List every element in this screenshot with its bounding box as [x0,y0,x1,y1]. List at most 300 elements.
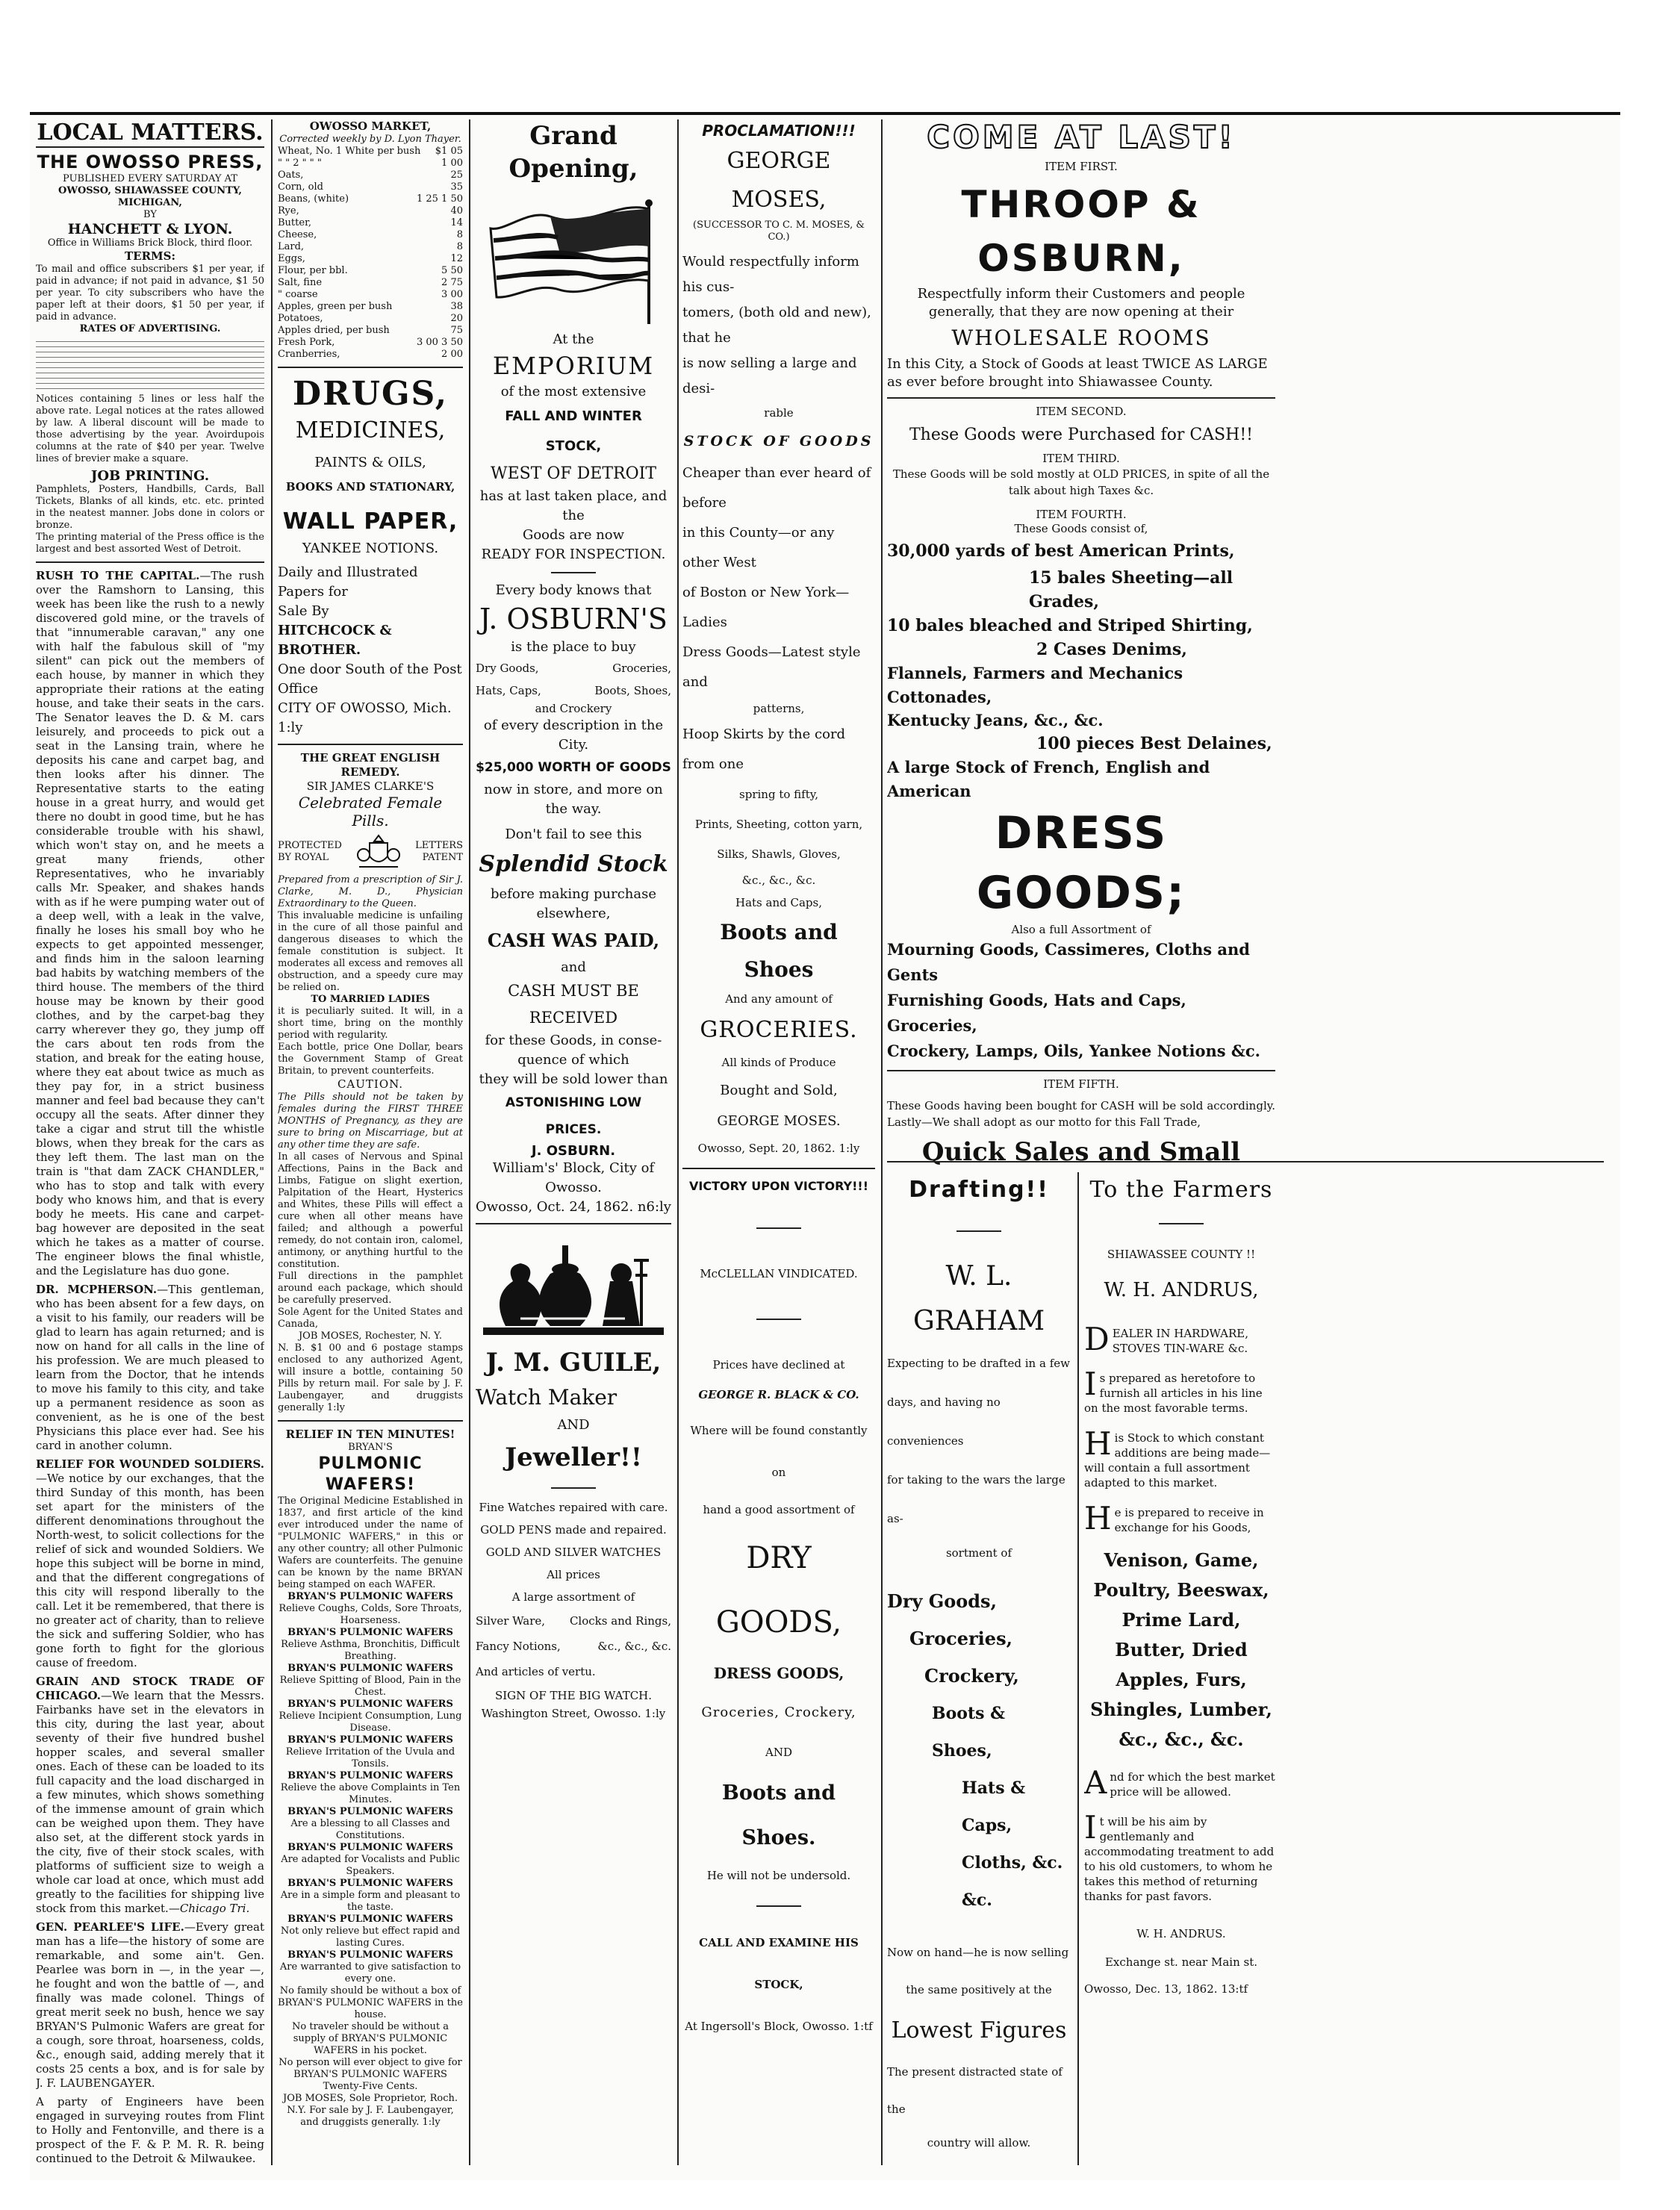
article-capital-heading: RUSH TO THE CAPITAL. [36,569,200,582]
black-text: hand a good assortment of [703,1503,855,1516]
throop-text: These Goods will be sold mostly at OLD PRICES, in spite of all the talk about high Taxes &c. [892,467,1270,497]
wafers-claim: Relieve the above Complaints in Ten Minutes. [280,1782,461,1805]
andrus-address: Exchange st. near Main st. [1104,1955,1258,1969]
now-in-store: now in store, and more on the way. [484,782,663,817]
osburn-name: J. OSBURN'S [479,603,668,635]
moses-text: Silks, Shawls, Gloves, [717,847,841,861]
goods-item: Boots, Shoes, [594,684,671,697]
throop-text: These Goods having been bought for CASH will be sold accordingly. Lastly—We shall adopt as our motto for this Fall Trade, [887,1099,1275,1129]
publishers: HANCHETT & LYON. [67,221,233,237]
wafers-label: BRYAN'S PULMONIC WAFERS [287,1627,453,1638]
patent-label: PATENT [422,852,463,863]
divider [36,561,264,563]
grand-opening-heading: Grand Opening, [508,121,638,184]
worth-of-goods: $25,000 WORTH OF GOODS [476,760,671,775]
graham-goods: Boots & Shoes, [932,1704,1006,1761]
market-price: 2 00 [441,349,463,360]
andrus-paragraph: And for which the best market price will be allowed. [1084,1764,1275,1801]
dry-goods-heading: DRY GOODS, [715,1541,842,1640]
moses-text: rable [764,406,794,420]
job-printing-text: Pamphlets, Posters, Handbills, Cards, Ball Tickets, Blanks of all kinds, etc. etc. printed in the neatest manner. Jobs done in colors or bronze. [36,484,264,531]
publication-place: OWOSSO, SHIAWASSEE COUNTY, MICHIGAN, [58,185,242,208]
job-printing-note: The printing material of the Press office is the largest and best assorted West of Detroit. [36,532,264,555]
publication-line: PUBLISHED EVERY SATURDAY AT [63,173,237,184]
goods-line: 100 pieces Best Delaines, [1036,734,1272,753]
divider [756,1905,801,1907]
moses-text: of Boston or New York—Ladies [682,585,850,630]
remedy-prep: Prepared from a prescription of Sir J. Clarke, M. D., Physician Extraordinary to the Queen. [278,874,463,909]
graham-text: for taking to the wars the large as- [887,1473,1065,1525]
market-row [278,301,463,313]
successor-line: (SUCCESSOR TO C. M. MOSES, & CO.) [693,220,865,243]
at-the-line: At the [553,332,594,347]
george-moses-name: GEORGE MOSES, [727,148,831,213]
watch-maker-line [476,1380,671,1416]
market-item: Oats, [278,169,304,181]
post-office-line: One door South of the Post Office [278,662,462,697]
goods-line: Crockery, Lamps, Oils, Yankee Notions &c. [887,1042,1260,1060]
and-line: AND [557,1417,590,1433]
fall-winter-stock: FALL AND WINTER STOCK, [505,408,642,454]
graham-text: days, and having no conveniences [887,1395,1001,1448]
wafers-claim: Relieve Irritation of the Uvula and Tonsils. [285,1746,455,1769]
watch-maker-text: Watch Maker [476,1385,617,1410]
wafers-title: PULMONIC WAFERS! [318,1454,423,1494]
market-item: Cheese, [278,229,317,240]
market-price: 2 75 [441,277,463,288]
article-pearlee-heading: GEN. PEARLEE'S LIFE. [36,1920,184,1934]
by-line: BY [143,209,157,220]
market-price: 3 00 3 50 [416,337,463,348]
yankee-notions-line: YANKEE NOTIONS. [302,541,439,556]
office-address: Office in Williams Brick Block, third floor. [47,237,253,249]
market-row [278,313,463,325]
divider [887,1161,1604,1162]
moses-text: Cheaper than ever heard of before [682,465,871,511]
county-line: SHIAWASSEE COUNTY !! [1107,1248,1256,1261]
wafers-label: BRYAN'S PULMONIC WAFERS [287,1591,453,1602]
wafers-label: BRYAN'S PULMONIC WAFERS [287,1734,453,1746]
sold-lower-line: they will be sold lower than [479,1071,668,1087]
consequence-text: for these Goods, in conse- [485,1033,662,1048]
item-fourth: ITEM FOURTH. [1036,508,1127,521]
moses-text: Bought and Sold, [720,1083,838,1098]
market-item: Potatoes, [278,313,323,324]
graham-goods: Groceries, [909,1628,1012,1649]
throop-text: Also a full Assortment of [1011,923,1151,936]
market-price: 14 [450,217,463,228]
wafers-text: No traveler should be without a supply of BRYAN'S PULMONIC WAFERS in his pocket. [292,2021,449,2056]
divider [476,1223,671,1224]
market-row [278,289,463,301]
wafers-label: BRYAN'S PULMONIC WAFERS [287,1949,453,1961]
market-item: Beans, (white) [278,193,349,205]
goods-line: Furnishing Goods, Hats and Caps, Groceries, [887,991,1186,1035]
guile-address: Washington Street, Owosso. 1:ly [481,1707,666,1720]
divider [756,1227,801,1229]
moses-text: patterns, [753,702,805,715]
divider [887,1070,1275,1071]
dress-goods-heading: DRESS GOODS, [713,1664,844,1682]
andrus-paragraph: DEALER IN HARDWARE, STOVES TIN-WARE &c. [1084,1321,1249,1357]
remedy-text: Full directions in the pamphlet around each package, which should be carefully preserved. [278,1271,463,1306]
market-price: 1 00 [441,158,463,169]
market-price: 25 [450,169,463,181]
market-price: 20 [450,313,463,324]
crockery-line: and Crockery [535,702,612,715]
andrus-paragraph: It will be his aim by gentlemanly and accommodating treatment to add to his old customers, to whom he takes this method of returning thanks for past favors. [1084,1809,1275,1903]
graham-text: sortment of [945,1546,1012,1560]
market-row [278,277,463,289]
moses-text: All kinds of Produce [721,1056,836,1069]
article-relief-heading: RELIEF FOR WOUNDED SOLDIERS. [36,1457,264,1471]
moses-text: is now selling a large and desi- [682,355,857,396]
medicines-heading: MEDICINES, [295,417,446,443]
item-fifth: ITEM FIFTH. [1043,1077,1119,1091]
proclamation-column [682,119,875,2165]
market-item: Flour, per bbl. [278,265,348,276]
every-body-knows: Every body knows that [495,582,652,598]
divider [956,1230,1001,1232]
remedy-heading: THE GREAT ENGLISH REMEDY. [300,751,441,779]
goods-line: A large Stock of French, English and American [887,758,1210,800]
moses-text: Prints, Sheeting, cotton yarn, [694,818,863,831]
caution-heading: CAUTION. [337,1077,404,1091]
emporium-heading: EMPORIUM [492,352,655,380]
market-price: 8 [456,241,463,252]
item-second: ITEM SECOND. [1036,405,1127,418]
top-rule [30,112,1620,115]
market-item: Lard, [278,241,305,252]
throop-text: These Goods consist of, [1014,522,1148,535]
opening-text: has at last taken place, and the [479,488,668,523]
graham-goods: Crockery, [924,1665,1019,1687]
goods-line: 10 bales bleached and Striped Shirting, [887,616,1253,635]
graham-goods: Cloths, &c. &c. [962,1853,1063,1910]
divider [551,572,596,573]
moses-signature: GEORGE MOSES. [717,1113,841,1129]
astonishing-low-prices: ASTONISHING LOW PRICES. [505,1095,642,1137]
cash-was-paid: CASH WAS PAID, [487,930,660,951]
wafers-claim: Relieve Spitting of Blood, Pain in the Chest. [279,1675,461,1698]
moses-text: spring to fifty, [739,788,818,801]
goods-item: Groceries, [612,662,671,675]
market-item: " coarse [278,289,318,300]
market-price: 5 50 [441,265,463,276]
remedy-agent: JOB MOSES, Rochester, N. Y. [298,1330,443,1342]
graham-goods: Dry Goods, [887,1590,997,1612]
wafers-label: BRYAN'S PULMONIC WAFERS [287,1842,453,1853]
article-mcpherson [36,1283,264,1453]
quick-sales-motto: Quick Sales and Small [921,1137,1241,1165]
market-item: Eggs, [278,253,305,264]
market-item: Butter, [278,217,311,228]
divider [278,367,463,368]
market-row [278,146,463,158]
goods-row [476,657,671,679]
graham-text: country will allow. [927,2136,1031,2150]
graham-goods: Hats & Caps, [962,1778,1026,1835]
graham-text: The present distracted state of the [887,2065,1063,2116]
moses-text: Dress Goods—Latest style and [682,644,861,690]
article-pearlee [36,1920,264,2091]
wafers-claim: Relieve Coughs, Colds, Sore Throats, Hoarseness. [279,1603,462,1626]
city-line: CITY OF OWOSSO, Mich. 1:ly [278,700,452,735]
royal-left [278,840,342,864]
moses-text: Would respectfully inform his cus- [682,254,859,295]
divider [1159,1223,1204,1224]
market-price: 35 [450,181,463,193]
west-of-detroit: WEST OF DETROIT [490,464,657,483]
throop-text: In this City, a Stock of Goods at least TWICE AS LARGE as ever before brought into Shiawassee County. [887,356,1268,390]
graham-name: W. L. GRAHAM [912,1261,1045,1336]
lowest-figures: Lowest Figures [891,2017,1067,2044]
market-item: Salt, fine [278,277,323,288]
market-item: Corn, old [278,181,323,193]
andrus-produce: Venison, Game, Poultry, Beeswax, Prime Lard, Butter, Dried Apples, Furs, Shingles, Lumber, &c., &c., &c. [1090,1549,1272,1750]
market-price: 1 25 1 50 [416,193,463,205]
dont-fail-line: Don't fail to see this [505,827,642,842]
caution-text: The Pills should not be taken by females during the FIRST THREE MONTHS of Pregnancy, as they are sure to bring on Miscarriage, but at any other time they are safe. [278,1092,463,1151]
consequence-text: quence of which [517,1052,629,1068]
wafers-claim: Are a blessing to all Classes and Constitutions. [290,1818,450,1841]
market-row [278,325,463,337]
guile-service: GOLD PENS made and repaired. [480,1523,667,1537]
graham-text: Now on hand—he is now selling [887,1946,1069,1959]
osburn-address: William's' Block, City of Owosso. [492,1160,655,1195]
wafers-label: BRYAN'S PULMONIC WAFERS [287,1914,453,1925]
stock-of-goods: STOCK OF GOODS [683,433,874,449]
andrus-paragraph: Is prepared as heretofore to furnish all articles in his line on the most favorable terms. [1084,1366,1263,1415]
local-matters-column [36,119,264,2165]
groceries-crockery: Groceries, Crockery, [701,1705,856,1720]
article-grain [36,1675,264,1916]
come-at-last-heading: COME AT LAST! [927,119,1236,155]
moses-date: Owosso, Sept. 20, 1862. 1:ly [697,1142,860,1155]
wafers-label: BRYAN'S PULMONIC WAFERS [287,1878,453,1889]
article-engineers: A party of Engineers have been engaged in surveying routes from Flint to Holly and Fentonville, and there is a prospect of the F. & P. M. R. R. being continued to the Detroit & Milwaukee. [36,2095,264,2165]
article-grain-source: —Chicago Tri. [168,1902,250,1915]
prices-declined: Prices have declined at [712,1358,845,1372]
article-mcpherson-text: —This gentleman, who has been absent for a few days, on a visit to his family, our readers will be glad to learn has again returned; and is now on hand for all calls in the line of his profession. We are much pleased to learn from the Doctor, that he intends to move his family to this city, and take up a permanent residence as soon as convenient, as he is one of the best Physicians this place ever had. See his card in another column. [36,1283,264,1452]
market-row [278,229,463,241]
moses-text: tomers, (both old and new), that he [682,305,871,346]
wafers-claim: Are adapted for Vocalists and Public Speakers. [281,1854,460,1877]
market-row [278,169,463,181]
throop-osburn-name: THROOP & OSBURN, [961,183,1201,280]
books-line: BOOKS AND STATIONARY, [285,480,455,494]
wafers-label: BRYAN'S PULMONIC WAFERS [287,1770,453,1781]
guile-service: Fine Watches repaired with care. [479,1501,668,1514]
boots-and-shoes: Boots and Shoes [720,920,838,982]
market-row [278,337,463,349]
guile-goods-item: Fancy Notions, [476,1640,561,1653]
papers-line: Daily and Illustrated Papers for [278,564,418,600]
place-to-buy: is the place to buy [511,639,636,655]
wafers-claims [278,1591,463,1985]
goods-item: Hats, Caps, [476,684,541,697]
market-price: $1 05 [435,146,463,157]
rates-heading: RATES OF ADVERTISING. [79,323,221,334]
goods-row [476,679,671,702]
every-description: of every description in the City. [483,718,664,753]
black-text: Where will be found constantly on [690,1424,868,1479]
market-row [278,265,463,277]
remedy-text: it is peculiarly suited. It will, in a short time, bring on the monthly period with regularity. [278,1006,463,1041]
wafers-label: BRYAN'S PULMONIC WAFERS [287,1663,453,1674]
guile-goods-item: Clocks and Rings, [569,1614,671,1628]
goods-line: 2 Cases Denims, [1036,640,1187,659]
osburn-signature: J. OSBURN. [531,1143,616,1159]
letters-label: LETTERS [415,840,463,851]
article-relief [36,1457,264,1670]
divider [756,1319,801,1320]
market-price: 8 [456,229,463,240]
remedy-text: Sole Agent for the United States and Canada, [278,1307,463,1330]
market-price: 12 [450,253,463,264]
and-line: AND [765,1746,792,1759]
wafers-text: No person will ever object to give for BRYAN'S PULMONIC WAFERS Twenty-Five Cents. [279,2057,462,2092]
jewelry-display-icon [476,1230,671,1342]
remedy-text: N. B. $1 00 and 6 postage stamps enclosed to any authorized Agent, will insure a bottle, containing 50 Pills by return mail. For sale by J. F. Laubengayer, and druggists generally 1:ly [278,1342,463,1413]
goods-line: 15 bales Sheeting—all Grades, [1029,568,1233,611]
wafers-text: No family should be without a box of BRYAN'S PULMONIC WAFERS in the house. [278,1985,463,2020]
remedy-text: This invaluable medicine is unfailing in the cure of all those painful and dangerous diseases to which the female constitution is subject. It moderates all excess and removes all obstruction, and a speedy cure may be relied on. [278,910,463,993]
item-first: ITEM FIRST. [1045,160,1118,173]
article-mcpherson-heading: DR. MCPHERSON. [36,1283,158,1296]
drugs-heading: DRUGS, [292,375,449,413]
dress-goods-heading: DRESS GOODS; [976,807,1186,919]
market-drugs-column [278,119,463,2165]
market-subtitle: Corrected weekly by D. Lyon Thayer. [279,134,461,145]
sale-by-line: Sale By [278,603,329,619]
guile-service: A large assortment of [511,1590,635,1604]
market-row [278,193,463,205]
paints-line: PAINTS & OILS, [314,455,426,470]
graham-text: the same positively at the [906,1983,1052,1996]
wafers-claim: Not only relieve but effect rapid and lasting Cures. [280,1926,461,1949]
guile-service: All prices [547,1568,600,1581]
not-undersold: He will not be undersold. [706,1869,851,1882]
market-title: OWOSSO MARKET, [309,119,432,133]
market-price: 75 [450,325,463,336]
goods-item: Dry Goods, [476,662,539,675]
andrus-paragraph: He is prepared to receive in exchange for his Goods, [1084,1500,1264,1537]
moses-text: in this County—or any other West [682,525,835,570]
job-printing-heading: JOB PRINTING. [90,468,210,484]
wafers-heading: RELIEF IN TEN MINUTES! [285,1428,455,1441]
divider [278,744,463,745]
before-purchase: before making purchase elsewhere, [491,886,656,921]
guile-goods-row [476,1634,671,1659]
royal-arms-row [278,832,463,871]
market-row [278,205,463,217]
item-third: ITEM THIRD. [1042,452,1120,465]
drafting-heading: Drafting!! [909,1177,1049,1203]
black-co-name: GEORGE R. BLACK & CO. [698,1388,859,1401]
market-item: " " 2 " " " [278,158,322,169]
column-rule [881,119,883,2165]
ingersoll-address: At Ingersoll's Block, Owosso. 1:tf [685,2020,873,2033]
market-price: 38 [450,301,463,312]
market-price: 40 [450,205,463,217]
guile-name: J. M. GUILE, [485,1348,662,1378]
mcclellan-line: McCLELLAN VINDICATED. [700,1267,858,1280]
remedy-text: In all cases of Nervous and Spinal Affections, Pains in the Back and Limbs, Fatigue on slight exertion, Palpitation of the Heart, Hysterics and Whites, these Pills will effect a cure when all other means have failed; and although a powerful remedy, do not contain iron, calomel, antimony, or anything hurtful to the constitution. [278,1151,463,1270]
wafers-label: BRYAN'S PULMONIC WAFERS [287,1699,453,1710]
market-table [278,146,463,361]
royal-label: BY ROYAL [278,852,329,863]
local-matters-heading: LOCAL MATTERS. [36,119,264,148]
market-item: Apples, green per bush [278,301,393,312]
purchased-for-cash: These Goods were Purchased for CASH!! [909,426,1253,444]
divider [551,1487,596,1489]
divider [887,397,1275,399]
protected-label: PROTECTED [278,840,342,851]
wafers-claim: Relieve Incipient Consumption, Lung Disease. [279,1711,462,1734]
remedy-text: Each bottle, price One Dollar, bears the Government Stamp of Great Britain, to prevent counterfeits. [278,1042,463,1077]
moses-text: Hoop Skirts by the cord from one [682,726,846,772]
wafers-brand: BRYAN'S [348,1442,393,1453]
goods-line: 30,000 yards of best American Prints, [887,541,1235,561]
wafers-claim: Are in a simple form and pleasant to the taste. [280,1890,461,1913]
proclamation-heading: PROCLAMATION!!! [702,122,856,140]
market-row [278,158,463,169]
andrus-date: Owosso, Dec. 13, 1862. 13:tf [1084,1982,1248,1996]
article-capital-text: —The rush over the Ramshorn to Lansing, this week has been like the rush to a newly discovered gold mine, or the travels of that "innumerable caravan," any one with half the fabulous skill of "my silent" can pick out the members of each house, by manner in which they appropriate their rations at the eating house, and take their seats in the cars. The Senator leaves the D. & M. cars leisurely, and proceeds to pick out a seat in the Lansing train, where he deposits his cane and carpet bag, and then looks after his dinner. The Representative starts to the eating house in a great hurry, and would get there no doubt in good time, but he has considerable trouble with his shawl, which won't stay on, and he meets a great many friends, other Representatives, who he invariably calls Mr. Speaker, and shakes hands with as if he were pumping water out of a deep well, with a leak in the valve, finally he loses his small boy who he expects to get appointed messenger, and finds him in the saloon learning bad habits by watching members of the third house. The members of the third house may be known by their good clothes, and by the carpet-bag they carry wherever they go, they jump off the cars about ten rods from the station, and break for the eating house, where they eat about twice as much as they pay for, in a strict business manner and feel bad because they can't occupy all the seats. After dinner they take a cigar and strut till the whistle blows, when they break for the cars as they left them. The last man on the train is "that dam ZACK CHANDLER," who has to stop and talk with every body who knows him, and that is every body he meets. His cane and carpet-bag however are deposited in the seat which he takes as a matter of course. The engineer blows the final whistle, and the Legislature has duo gone. [36,569,264,1277]
article-grain-text: —We learn that the Messrs. Fairbanks have set in the elevators in this city, during the last year, about seventy of their five hundred bushel hopper scales, and several smaller ones. Each of these can be loaded to its full capacity and the load discharged in a few minutes, which shows something of the immense amount of grain which can be weighed upon them. They have also set, at the different stock yards in the city, five of their stock scales, with platforms of sufficient size to weigh a whole car load at once, which must add greatly to the facilities for shipping live stock from this market. [36,1689,264,1915]
article-pearlee-text: —Every great man has a life—the history of some are remarkable, and some ain't. Gen. Pearlee was born in —, in the year —, he fought and won the battle of —, and finally was made colonel. Things of great merit seek no bush, hence we say BRYAN'S Pulmonic Wafers are great for a cough, sore throat, hoarseness, colds, &c., enough said, adding merely that it costs 25 cents a box, and is for sale by J. F. LAUBENGAYER. [36,1920,264,2090]
osburn-date: Owosso, Oct. 24, 1862. n6:ly [476,1199,671,1215]
divider [278,1420,463,1422]
column-rule [271,119,273,2165]
moses-text: Hats and Caps, [735,896,822,909]
groceries-heading: GROCERIES. [700,1017,858,1043]
graham-column [887,1172,1071,2165]
guile-goods-item: Silver Ware, [476,1614,546,1628]
terms-heading: TERMS: [124,249,176,263]
big-watch-sign: SIGN OF THE BIG WATCH. [494,1689,653,1702]
jeweller-heading: Jeweller!! [505,1442,642,1472]
remedy-subtitle: Celebrated Female Pills. [298,794,443,829]
royal-crest-icon [355,832,402,871]
moses-text: &c., &c., &c. [741,874,816,887]
market-item: Cranberries, [278,349,340,360]
guile-service: GOLD AND SILVER WATCHES [485,1546,662,1559]
moses-text: And any amount of [725,992,833,1006]
wafers-claim: Are warranted to give satisfaction to every one. [279,1961,461,1985]
hitchcock-name: HITCHCOCK & BROTHER. [278,623,392,658]
market-item: Wheat, No. 1 White per bush [278,146,421,157]
wafers-text: JOB MOSES, Sole Proprietor, Roch. N.Y. For sale by J. F. Laubengayer, and druggists generally. 1:ly [282,2093,458,2128]
market-item: Rye, [278,205,299,217]
market-price: 3 00 [441,289,463,300]
column-rule [469,119,470,2165]
andrus-column [1084,1172,1278,2165]
royal-right [415,840,463,864]
throop-osburn-block [887,119,1275,1165]
goods-line: Mourning Goods, Cassimeres, Cloths and Gents [887,940,1250,984]
remedy-name: SIR JAMES CLARKE'S [306,779,435,793]
victory-heading: VICTORY UPON VICTORY!!! [689,1179,868,1193]
wafers-intro: The Original Medicine Established in 1837, and first article of the kind ever introduced under the name of "PULMONIC WAFERS," in this or any other country; all other Pulmonic Wafers are counterfeits. The genuine can be known by the name BRYAN being stamped on each WAFER. [278,1495,463,1590]
goods-line: Flannels, Farmers and Mechanics Cottonades, [887,664,1183,706]
market-row [278,253,463,265]
goods-line: Kentucky Jeans, &c., &c. [887,711,1104,729]
married-ladies-heading: TO MARRIED LADIES [311,994,430,1005]
wafers-claim: Relieve Asthma, Bronchitis, Difficult Breathing. [281,1639,460,1662]
guile-goods-row [476,1608,671,1634]
